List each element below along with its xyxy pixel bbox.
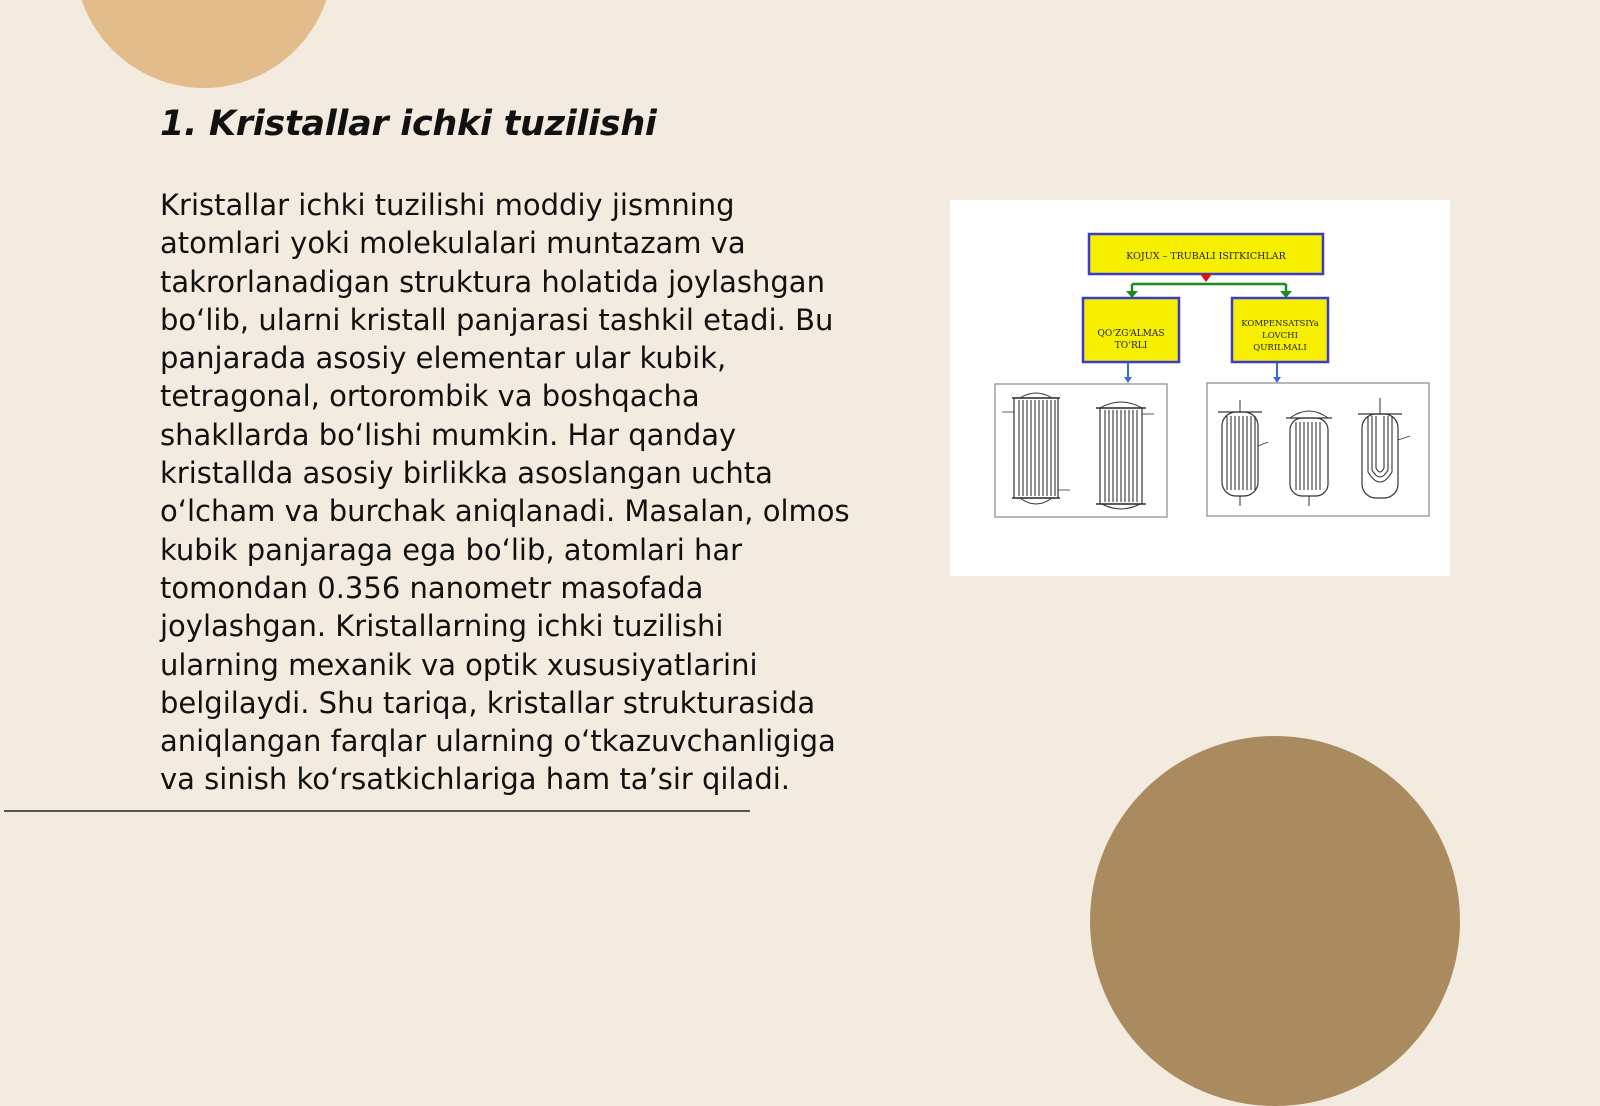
slide-title: 1. Kristallar ichki tuzilishi	[160, 104, 657, 144]
compensating-device-drawing	[1207, 383, 1429, 516]
heat-exchanger-diagram	[950, 200, 1450, 576]
diagram-right-box-line-3: QURILMALI	[1253, 343, 1307, 353]
diagram-right-box-line-2: LOVCHI	[1262, 331, 1298, 341]
decorative-circle-top	[75, 0, 333, 88]
fixed-tubesheet-drawing	[995, 384, 1167, 517]
diagram-left-box-line-1: QO‘ZG‘ALMAS	[1097, 329, 1165, 339]
diagram-connector	[1126, 274, 1292, 298]
slide-body-text: Kristallar ichki tuzilishi moddiy jismning atomlari yoki molekulalari muntazam va takrorlanadigan struktura holatida joylashgan boʻlib, ularni kristall panjarasi tashkil etadi. Bu panjarada asosiy elementar ular kubik, tetragonal, ortorombik va boshqacha shakllarda boʻlishi mumkin. Har qanday kristallda asosiy birlikka asoslangan uchta oʻlcham va burchak aniqlanadi. Masalan, olmos kubik panjaraga ega boʻlib, atomlari har tomondan 0.356 nanometr masofada joylashgan. Kristallarning ichki tuzilishi ularning mexanik va optik xususiyatlarini belgilaydi. Shu tariqa, kristallar strukturasida aniqlangan farqlar ularning oʻtkazuvchanligiga va sinish koʻrsatkichlariga ham taʼsir qiladi.	[160, 188, 850, 797]
diagram-top-box	[1089, 234, 1323, 274]
decorative-circle-bottom	[1090, 736, 1460, 1106]
divider-line	[4, 810, 750, 812]
diagram-left-box	[1083, 298, 1179, 362]
diagram-right-box-line-1: KOMPENSATSIYa	[1241, 319, 1319, 329]
diagram-top-box-label: KOJUX – TRUBALI ISITKICHLAR	[1126, 251, 1286, 262]
diagram-left-box-line-2: TO‘RLI	[1114, 341, 1148, 351]
diagram-down-arrows	[1124, 363, 1281, 383]
diagram-right-box	[1232, 298, 1328, 362]
